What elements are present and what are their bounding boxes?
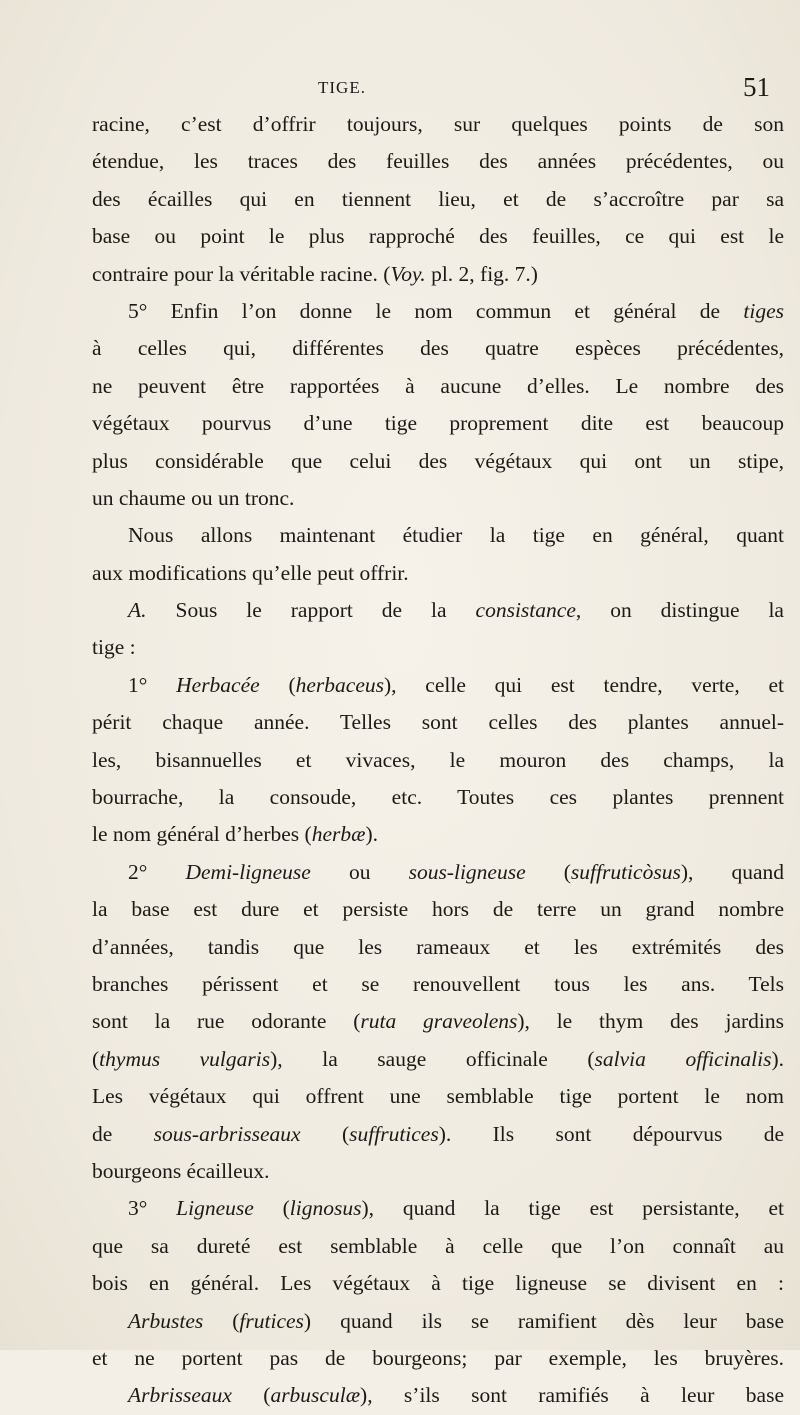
text-line: aux modifications qu’elle peut offrir. — [92, 560, 409, 585]
page-number: 51 — [743, 72, 770, 102]
text-line: plus considérable que celui des végétaux qui ont un stipe, — [92, 448, 784, 473]
text-line: que sa dureté est semblable à celle que l’on connaît au — [92, 1233, 784, 1258]
text-line: à celles qui, différentes des quatre espèces précédentes, — [92, 336, 784, 361]
text-line: contraire pour la véritable racine. (Voy. pl. 2, fig. 7.) — [92, 261, 538, 286]
text-line: racine, c’est d’offrir toujours, sur quelques points de son — [92, 112, 784, 136]
text-line: A. Sous le rapport de la consistance, on distingue la — [128, 598, 784, 623]
text-line: végétaux pourvus d’une tige proprement dite est beaucoup — [92, 411, 784, 436]
text-line: les, bisannuelles et vivaces, le mouron des champs, la — [92, 747, 784, 772]
text-line: tige : — [92, 635, 136, 660]
text-line: base ou point le plus rapproché des feuilles, ce qui est le — [92, 224, 784, 249]
text-line: un chaume ou un tronc. — [92, 485, 295, 510]
text-line: branches périssent et se renouvellent tous les ans. Tels — [92, 971, 784, 996]
text-line: Arbrisseaux (arbusculæ), s’ils sont ramifiés à leur base — [128, 1383, 784, 1408]
text-line: (thymus vulgaris), la sauge officinale (salvia officinalis). — [92, 1046, 784, 1071]
text-line: 2° Demi-ligneuse ou sous-ligneuse (suffruticòsus), quand — [128, 859, 784, 884]
text-line: 3° Ligneuse (lignosus), quand la tige est persistante, et — [128, 1196, 784, 1221]
text-line: sont la rue odorante (ruta graveolens), le thym des jardins — [92, 1009, 784, 1034]
text-line: bourrache, la consoude, etc. Toutes ces plantes prennent — [92, 785, 784, 810]
text-line: 1° Herbacée (herbaceus), celle qui est tendre, verte, et — [128, 672, 784, 697]
text-line: étendue, les traces des feuilles des années précédentes, ou — [92, 149, 784, 174]
text-line: ne peuvent être rapportées à aucune d’elles. Le nombre des — [92, 373, 784, 398]
text-line: bois en général. Les végétaux à tige ligneuse se divisent en : — [92, 1271, 784, 1296]
text-line: 5° Enfin l’on donne le nom commun et général de tiges — [128, 298, 784, 323]
body-text — [92, 106, 784, 1415]
text-line: bourgeons écailleux. — [92, 1158, 270, 1183]
text-line: Arbustes (frutices) quand ils se ramifient dès leur base — [128, 1308, 784, 1333]
text-line: de sous-arbrisseaux (suffrutices). Ils sont dépourvus de — [92, 1121, 784, 1146]
text-line: Nous allons maintenant étudier la tige en général, quant — [128, 523, 784, 548]
text-line: le nom général d’herbes (herbæ). — [92, 822, 378, 847]
text-line: la base est dure et persiste hors de terre un grand nombre — [92, 897, 784, 922]
text-line: et ne portent pas de bourgeons; par exemple, les bruyères. — [92, 1345, 784, 1370]
text-line: Les végétaux qui offrent une semblable tige portent le nom — [92, 1084, 784, 1109]
text-line: périt chaque année. Telles sont celles des plantes annuel- — [92, 710, 784, 735]
running-head: TIGE. — [318, 78, 366, 97]
text-line: d’années, tandis que les rameaux et les extrémités des — [92, 934, 784, 959]
text-line: des écailles qui en tiennent lieu, et de s’accroître par sa — [92, 186, 784, 211]
